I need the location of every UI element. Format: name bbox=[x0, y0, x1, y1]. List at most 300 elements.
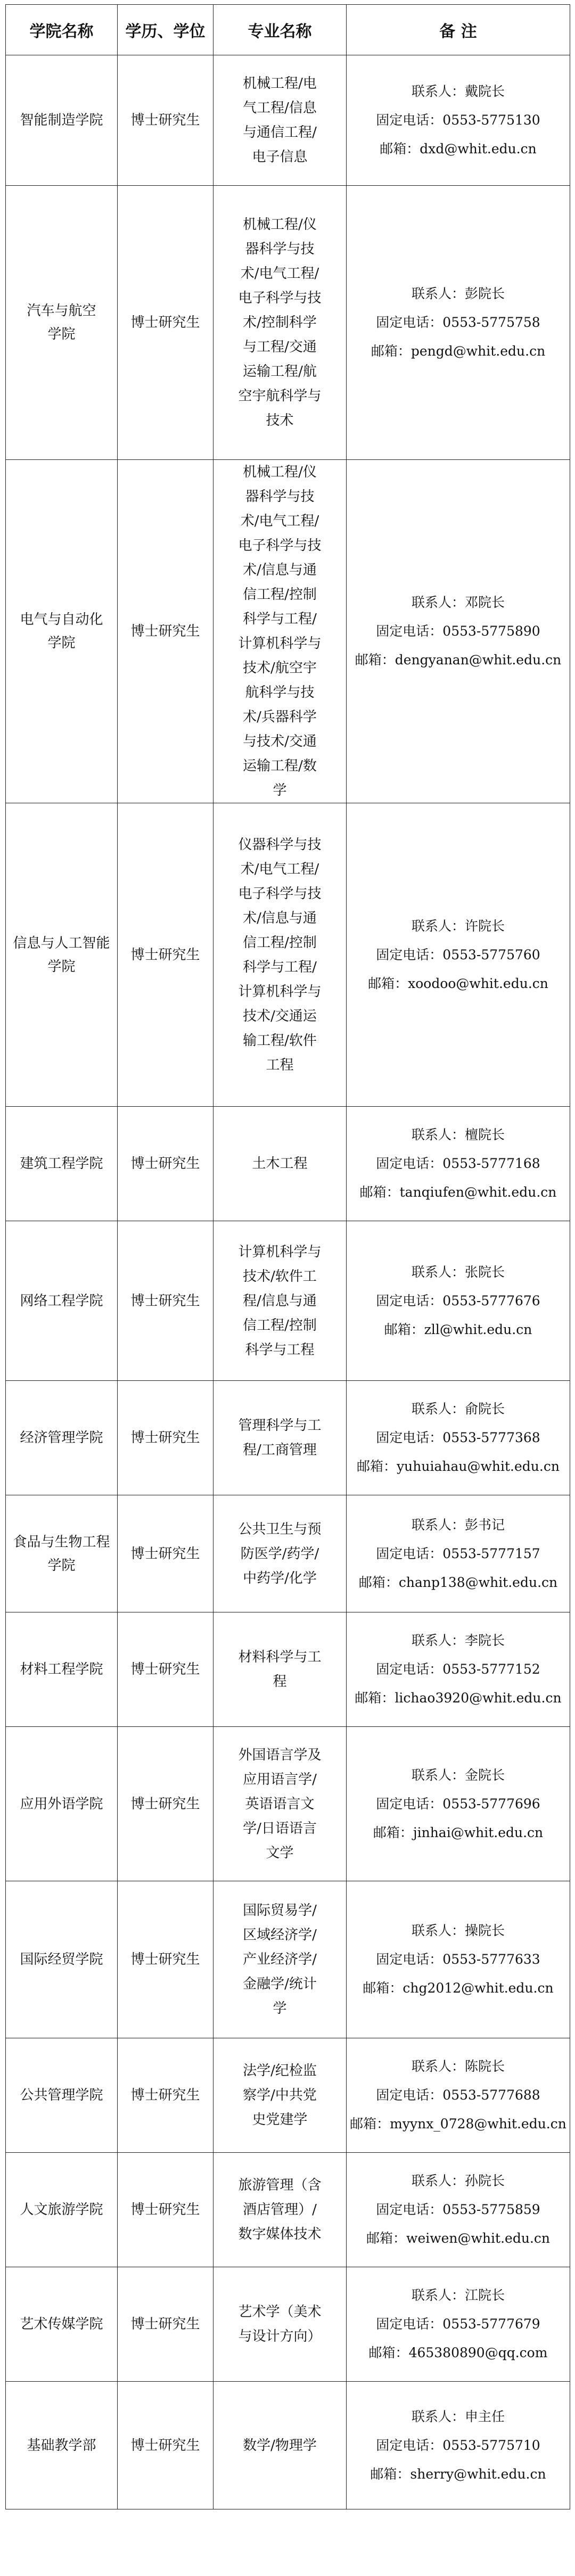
major-line: 电子科学与技 bbox=[238, 538, 322, 554]
degree-cell: 博士研究生 bbox=[118, 1881, 213, 2038]
email-line-label: 邮箱： bbox=[357, 1459, 397, 1474]
note-cell bbox=[347, 803, 570, 1107]
contact-line-label: 联系人： bbox=[411, 2287, 465, 2303]
phone-line-value: 0553-5775859 bbox=[442, 2202, 540, 2217]
contact-line bbox=[347, 1395, 570, 1423]
major-line: 程/工商管理 bbox=[243, 1442, 317, 1458]
recruitment-table bbox=[5, 4, 570, 2509]
major-line: 产业经济学/ bbox=[243, 1952, 317, 1968]
major-line: 术/兵器科学 bbox=[243, 709, 317, 725]
note-cell bbox=[347, 2153, 570, 2267]
major-line: 中药学/化学 bbox=[243, 1570, 317, 1586]
contact-line-value: 檀院长 bbox=[465, 1127, 505, 1142]
phone-line-label: 固定电话： bbox=[376, 2437, 443, 2453]
major-cell bbox=[213, 2038, 347, 2153]
degree-cell: 博士研究生 bbox=[118, 1495, 213, 1612]
degree-cell: 博士研究生 bbox=[118, 803, 213, 1107]
note-cell bbox=[347, 460, 570, 803]
phone-line bbox=[347, 1655, 570, 1684]
table-row bbox=[6, 1881, 570, 2038]
major-line: 输工程/软件 bbox=[243, 1032, 317, 1049]
major-line: 史党建学 bbox=[252, 2112, 308, 2128]
contact-line-label: 联系人： bbox=[411, 1517, 465, 1533]
major-line: 术/电气工程/ bbox=[240, 513, 319, 529]
college-cell bbox=[6, 2038, 118, 2153]
major-cell bbox=[213, 1107, 347, 1221]
table-row bbox=[6, 2382, 570, 2509]
major-cell bbox=[213, 2153, 347, 2267]
major-line: 信工程/控制 bbox=[243, 934, 317, 951]
phone-line-value: 0553-5777633 bbox=[442, 1952, 540, 1967]
phone-line bbox=[347, 617, 570, 646]
email-line-label: 邮箱： bbox=[368, 2345, 409, 2360]
degree-cell: 博士研究生 bbox=[118, 1107, 213, 1221]
note-cell bbox=[347, 2382, 570, 2509]
major-line: 术/电气工程/ bbox=[240, 266, 319, 282]
college-name-line: 学院 bbox=[47, 1557, 76, 1574]
major-cell bbox=[213, 803, 347, 1107]
college-cell bbox=[6, 1612, 118, 1727]
phone-line-value: 0553-5777368 bbox=[442, 1430, 540, 1445]
college-name-line: 网络工程学院 bbox=[20, 1293, 103, 1309]
college-name-line: 学院 bbox=[47, 958, 76, 975]
major-line: 术/电气工程/ bbox=[240, 861, 319, 877]
major-cell bbox=[213, 1612, 347, 1727]
major-line: 空宇航科学与 bbox=[238, 388, 322, 404]
degree-cell: 博士研究生 bbox=[118, 1612, 213, 1727]
email-line-label: 邮箱： bbox=[358, 1574, 399, 1590]
contact-line bbox=[347, 1761, 570, 1790]
major-line: 信工程/控制 bbox=[243, 1317, 317, 1334]
email-line bbox=[347, 969, 570, 998]
email-line-value: jinhai@whit.edu.cn bbox=[413, 1824, 544, 1840]
phone-line bbox=[347, 2310, 570, 2339]
degree-cell: 博士研究生 bbox=[118, 55, 213, 186]
major-cell bbox=[213, 55, 347, 186]
major-cell bbox=[213, 2382, 347, 2509]
contact-line bbox=[347, 1626, 570, 1655]
college-name-line: 应用外语学院 bbox=[20, 1796, 103, 1812]
college-cell bbox=[6, 186, 118, 460]
phone-line-value: 0553-5775130 bbox=[442, 112, 540, 128]
table-row bbox=[6, 1495, 570, 1612]
note-cell bbox=[347, 2267, 570, 2382]
degree-cell: 博士研究生 bbox=[118, 186, 213, 460]
table-row bbox=[6, 803, 570, 1107]
contact-line-value: 张院长 bbox=[465, 1264, 505, 1280]
phone-line-label: 固定电话： bbox=[376, 1796, 443, 1812]
major-line: 防医学/药学/ bbox=[240, 1545, 319, 1562]
major-line: 与技术/交通 bbox=[243, 734, 317, 750]
email-line bbox=[347, 1178, 570, 1207]
contact-line-value: 邓院长 bbox=[465, 595, 505, 610]
email-line-value: zll@whit.edu.cn bbox=[424, 1321, 532, 1337]
college-name-line: 公共管理学院 bbox=[20, 2087, 103, 2103]
degree-cell: 博士研究生 bbox=[118, 1727, 213, 1881]
note-cell bbox=[347, 1221, 570, 1381]
email-line-label: 邮箱： bbox=[355, 1690, 395, 1706]
major-line: 术/信息与通 bbox=[243, 562, 317, 578]
major-line: 区域经济学/ bbox=[243, 1927, 317, 1943]
major-line: 与通信工程/ bbox=[243, 125, 317, 141]
college-name-line: 人文旅游学院 bbox=[20, 2202, 103, 2218]
major-line: 航科学与技 bbox=[245, 685, 315, 701]
college-name-line: 智能制造学院 bbox=[20, 112, 103, 128]
major-line: 程 bbox=[273, 1674, 287, 1690]
email-line bbox=[347, 2224, 570, 2253]
degree-cell: 博士研究生 bbox=[118, 2153, 213, 2267]
note-cell bbox=[347, 2038, 570, 2153]
college-cell bbox=[6, 55, 118, 186]
major-line: 术/信息与通 bbox=[243, 910, 317, 926]
major-line: 科学与工程/ bbox=[243, 611, 317, 627]
degree-cell: 博士研究生 bbox=[118, 2038, 213, 2153]
major-line: 文学 bbox=[266, 1845, 294, 1861]
phone-line-label: 固定电话： bbox=[376, 112, 443, 128]
college-cell bbox=[6, 803, 118, 1107]
major-line: 学 bbox=[273, 2001, 287, 2017]
email-line-value: dxd@whit.edu.cn bbox=[420, 141, 537, 157]
table-row bbox=[6, 460, 570, 803]
phone-line bbox=[347, 1149, 570, 1178]
contact-line bbox=[347, 2402, 570, 2431]
contact-line-label: 联系人： bbox=[411, 1264, 465, 1280]
contact-line bbox=[347, 1511, 570, 1540]
contact-line-label: 联系人： bbox=[411, 84, 465, 99]
table-row bbox=[6, 1107, 570, 1221]
degree-cell: 博士研究生 bbox=[118, 2382, 213, 2509]
degree-cell: 博士研究生 bbox=[118, 1221, 213, 1381]
email-line-label: 邮箱： bbox=[350, 2116, 390, 2131]
major-line: 气工程/信息 bbox=[243, 100, 317, 116]
major-line: 仪器科学与技 bbox=[238, 836, 322, 853]
note-cell bbox=[347, 186, 570, 460]
email-line bbox=[347, 2460, 570, 2489]
college-name-line: 艺术传媒学院 bbox=[20, 2316, 103, 2332]
college-name-line: 学院 bbox=[47, 635, 76, 651]
major-line: 术/控制科学 bbox=[243, 315, 317, 331]
degree-cell: 博士研究生 bbox=[118, 2267, 213, 2382]
phone-line-label: 固定电话： bbox=[376, 315, 443, 330]
major-line: 金融学/统计 bbox=[243, 1976, 317, 1992]
college-cell bbox=[6, 1381, 118, 1495]
contact-line-label: 联系人： bbox=[411, 2059, 465, 2074]
phone-line-value: 0553-5777676 bbox=[442, 1293, 540, 1308]
email-line bbox=[347, 337, 570, 366]
phone-line-value: 0553-5777157 bbox=[442, 1545, 540, 1561]
major-cell bbox=[213, 460, 347, 803]
phone-line-label: 固定电话： bbox=[376, 947, 443, 962]
contact-line bbox=[347, 2052, 570, 2081]
major-line: 计算机科学与 bbox=[238, 636, 322, 652]
major-line: 管理科学与工 bbox=[238, 1418, 322, 1434]
major-line: 计算机科学与 bbox=[238, 1244, 322, 1260]
major-line: 科学与工程/ bbox=[243, 959, 317, 975]
major-line: 外国语言学及 bbox=[238, 1747, 322, 1763]
major-line: 技术/软件工 bbox=[243, 1268, 317, 1285]
major-line: 程/信息与通 bbox=[243, 1293, 317, 1309]
header-college: 学院名称 bbox=[6, 5, 118, 55]
major-line: 机械工程/电 bbox=[243, 76, 317, 92]
major-line: 材料科学与工 bbox=[238, 1649, 322, 1665]
email-line-label: 邮箱： bbox=[366, 2231, 407, 2246]
note-cell bbox=[347, 1107, 570, 1221]
major-line: 器科学与技 bbox=[245, 489, 315, 505]
phone-line-value: 0553-5775890 bbox=[442, 623, 540, 639]
phone-line bbox=[347, 308, 570, 337]
college-name-line: 信息与人工智能 bbox=[13, 935, 110, 951]
major-cell bbox=[213, 1881, 347, 2038]
email-line bbox=[347, 2339, 570, 2367]
phone-line-label: 固定电话： bbox=[376, 623, 443, 639]
major-line: 技术/航空宇 bbox=[243, 660, 317, 676]
contact-line-label: 联系人： bbox=[411, 1401, 465, 1417]
major-line: 旅游管理（含 bbox=[238, 2177, 322, 2193]
major-cell bbox=[213, 1495, 347, 1612]
contact-line bbox=[347, 912, 570, 941]
major-line: 电子科学与技 bbox=[238, 885, 322, 902]
contact-line bbox=[347, 2281, 570, 2310]
table-row bbox=[6, 1612, 570, 1727]
email-line-label: 邮箱： bbox=[355, 652, 395, 668]
contact-line-value: 许院长 bbox=[465, 918, 505, 934]
major-line: 酒店管理）/ bbox=[243, 2202, 317, 2218]
email-line-value: weiwen@whit.edu.cn bbox=[406, 2231, 550, 2246]
email-line bbox=[347, 1974, 570, 2003]
email-line-value: dengyanan@whit.edu.cn bbox=[395, 652, 562, 668]
major-line: 运输工程/数 bbox=[243, 758, 317, 774]
header-degree: 学历、学位 bbox=[118, 5, 213, 55]
table-row bbox=[6, 186, 570, 460]
email-line-label: 邮箱： bbox=[359, 1184, 400, 1200]
phone-line-label: 固定电话： bbox=[376, 1430, 443, 1445]
major-line: 土木工程 bbox=[252, 1156, 308, 1172]
email-line-value: sherry@whit.edu.cn bbox=[410, 2466, 546, 2482]
major-line: 应用语言学/ bbox=[243, 1771, 317, 1788]
contact-line-label: 联系人： bbox=[411, 595, 465, 610]
degree-cell: 博士研究生 bbox=[118, 460, 213, 803]
college-name-line: 汽车与航空 bbox=[27, 303, 96, 319]
phone-line-value: 0553-5775760 bbox=[442, 947, 540, 962]
major-line: 艺术学（美术 bbox=[238, 2304, 322, 2320]
email-line-label: 邮箱： bbox=[370, 2466, 410, 2482]
contact-line bbox=[347, 1121, 570, 1149]
college-cell bbox=[6, 1107, 118, 1221]
email-line-value: tanqiufen@whit.edu.cn bbox=[399, 1184, 557, 1200]
major-line: 电子信息 bbox=[252, 149, 308, 165]
college-name-line: 基础教学部 bbox=[27, 2437, 96, 2454]
college-cell bbox=[6, 2382, 118, 2509]
contact-line-label: 联系人： bbox=[411, 918, 465, 934]
header-major: 专业名称 bbox=[213, 5, 347, 55]
major-line: 器科学与技 bbox=[245, 241, 315, 257]
phone-line bbox=[347, 1287, 570, 1315]
major-line: 国际贸易学/ bbox=[243, 1903, 317, 1919]
major-line: 与设计方向） bbox=[238, 2328, 322, 2344]
college-cell bbox=[6, 1881, 118, 2038]
college-cell bbox=[6, 460, 118, 803]
major-line: 机械工程/仪 bbox=[243, 217, 317, 233]
contact-line-label: 联系人： bbox=[411, 1127, 465, 1142]
phone-line bbox=[347, 1945, 570, 1974]
email-line-value: chanp138@whit.edu.cn bbox=[398, 1574, 558, 1590]
contact-line bbox=[347, 77, 570, 106]
header-note: 备 注 bbox=[347, 5, 570, 55]
contact-line-value: 彭院长 bbox=[465, 286, 505, 301]
college-name-line: 材料工程学院 bbox=[20, 1661, 103, 1677]
contact-line bbox=[347, 2167, 570, 2195]
email-line-label: 邮箱： bbox=[380, 141, 420, 157]
email-line bbox=[347, 1818, 570, 1847]
major-cell bbox=[213, 2267, 347, 2382]
phone-line-label: 固定电话： bbox=[376, 1293, 443, 1308]
college-cell bbox=[6, 1221, 118, 1381]
major-line: 数学/物理学 bbox=[243, 2437, 317, 2454]
email-line bbox=[347, 646, 570, 674]
major-line: 技术 bbox=[266, 413, 294, 429]
contact-line-value: 金院长 bbox=[465, 1767, 505, 1783]
phone-line bbox=[347, 1540, 570, 1568]
email-line-value: chg2012@whit.edu.cn bbox=[402, 1980, 554, 1996]
contact-line-value: 操院长 bbox=[465, 1923, 505, 1938]
email-line-label: 邮箱： bbox=[371, 343, 411, 359]
major-line: 学/日语语言 bbox=[243, 1820, 317, 1837]
major-line: 数字媒体技术 bbox=[238, 2226, 322, 2242]
phone-line-label: 固定电话： bbox=[376, 1952, 443, 1967]
email-line-label: 邮箱： bbox=[363, 1980, 403, 1996]
major-cell bbox=[213, 1727, 347, 1881]
contact-line-value: 彭书记 bbox=[465, 1517, 505, 1533]
table-row bbox=[6, 2038, 570, 2153]
note-cell bbox=[347, 1381, 570, 1495]
degree-cell: 博士研究生 bbox=[118, 1381, 213, 1495]
college-cell bbox=[6, 1727, 118, 1881]
contact-line-value: 俞院长 bbox=[465, 1401, 505, 1417]
email-line-label: 邮箱： bbox=[384, 1321, 424, 1337]
contact-line-value: 申主任 bbox=[465, 2408, 505, 2424]
major-line: 与工程/交通 bbox=[243, 339, 317, 355]
major-line: 计算机科学与 bbox=[238, 983, 322, 1000]
phone-line bbox=[347, 2081, 570, 2110]
table-row bbox=[6, 2267, 570, 2382]
email-line bbox=[347, 1684, 570, 1713]
phone-line-label: 固定电话： bbox=[376, 1661, 443, 1677]
email-line-value: yuhuiahau@whit.edu.cn bbox=[397, 1459, 560, 1474]
phone-line-label: 固定电话： bbox=[376, 2316, 443, 2332]
major-line: 法学/纪检监 bbox=[243, 2063, 317, 2079]
phone-line-value: 0553-5775710 bbox=[442, 2437, 540, 2453]
phone-line-value: 0553-5775758 bbox=[442, 315, 540, 330]
contact-line-label: 联系人： bbox=[411, 1767, 465, 1783]
major-line: 科学与工程 bbox=[245, 1342, 315, 1358]
email-line bbox=[347, 1452, 570, 1481]
contact-line-label: 联系人： bbox=[411, 2408, 465, 2424]
major-line: 公共卫生与预 bbox=[238, 1521, 322, 1537]
major-line: 英语语言文 bbox=[245, 1796, 315, 1812]
email-line bbox=[347, 1315, 570, 1344]
table-row bbox=[6, 1381, 570, 1495]
note-cell bbox=[347, 55, 570, 186]
email-line-value: lichao3920@whit.edu.cn bbox=[395, 1690, 562, 1706]
phone-line bbox=[347, 2195, 570, 2224]
contact-line bbox=[347, 279, 570, 308]
note-cell bbox=[347, 1612, 570, 1727]
phone-line-value: 0553-5777696 bbox=[442, 1796, 540, 1812]
contact-line-value: 孙院长 bbox=[465, 2173, 505, 2188]
phone-line-label: 固定电话： bbox=[376, 2202, 443, 2217]
major-cell bbox=[213, 186, 347, 460]
table-header-row bbox=[6, 5, 570, 55]
major-cell bbox=[213, 1381, 347, 1495]
contact-line-value: 江院长 bbox=[465, 2287, 505, 2303]
phone-line-label: 固定电话： bbox=[376, 1545, 443, 1561]
contact-line-label: 联系人： bbox=[411, 1923, 465, 1938]
phone-line bbox=[347, 941, 570, 969]
note-cell bbox=[347, 1881, 570, 2038]
phone-line-value: 0553-5777152 bbox=[442, 1661, 540, 1677]
contact-line-label: 联系人： bbox=[411, 1633, 465, 1648]
table-row bbox=[6, 55, 570, 186]
college-name-line: 国际经贸学院 bbox=[20, 1952, 103, 1968]
college-cell bbox=[6, 1495, 118, 1612]
email-line-label: 邮箱： bbox=[368, 975, 408, 991]
note-cell bbox=[347, 1495, 570, 1612]
email-line bbox=[347, 1568, 570, 1597]
email-line-value: 465380890@qq.com bbox=[408, 2345, 548, 2360]
major-line: 运输工程/航 bbox=[243, 364, 317, 380]
table-body bbox=[6, 55, 570, 2509]
phone-line bbox=[347, 2431, 570, 2460]
contact-line-value: 陈院长 bbox=[465, 2059, 505, 2074]
major-line: 学 bbox=[273, 783, 287, 799]
major-line: 工程 bbox=[266, 1057, 294, 1073]
major-line: 电子科学与技 bbox=[238, 290, 322, 306]
college-name-line: 建筑工程学院 bbox=[20, 1156, 103, 1172]
college-cell bbox=[6, 2153, 118, 2267]
contact-line-value: 戴院长 bbox=[465, 84, 505, 99]
contact-line-label: 联系人： bbox=[411, 2173, 465, 2188]
major-line: 察学/中共党 bbox=[243, 2087, 317, 2103]
phone-line-label: 固定电话： bbox=[376, 1156, 443, 1171]
contact-line bbox=[347, 1258, 570, 1287]
table-row bbox=[6, 1727, 570, 1881]
email-line bbox=[347, 135, 570, 163]
phone-line-label: 固定电话： bbox=[376, 2087, 443, 2103]
phone-line bbox=[347, 1423, 570, 1452]
college-name-line: 经济管理学院 bbox=[20, 1430, 103, 1446]
contact-line-label: 联系人： bbox=[411, 286, 465, 301]
contact-line bbox=[347, 1916, 570, 1945]
college-name-line: 食品与生物工程 bbox=[13, 1534, 110, 1550]
email-line-value: pengd@whit.edu.cn bbox=[410, 343, 546, 359]
contact-line bbox=[347, 588, 570, 617]
email-line-label: 邮箱： bbox=[373, 1824, 413, 1840]
phone-line bbox=[347, 1790, 570, 1818]
major-cell bbox=[213, 1221, 347, 1381]
phone-line bbox=[347, 106, 570, 135]
major-line: 技术/交通运 bbox=[243, 1008, 317, 1024]
college-cell bbox=[6, 2267, 118, 2382]
major-line: 机械工程/仪 bbox=[243, 464, 317, 480]
table-row bbox=[6, 1221, 570, 1381]
college-name-line: 电气与自动化 bbox=[20, 612, 103, 628]
email-line bbox=[347, 2110, 570, 2138]
table-row bbox=[6, 2153, 570, 2267]
phone-line-value: 0553-5777168 bbox=[442, 1156, 540, 1171]
email-line-value: xoodoo@whit.edu.cn bbox=[408, 975, 548, 991]
phone-line-value: 0553-5777679 bbox=[442, 2316, 540, 2332]
email-line-value: myynx_0728@whit.edu.cn bbox=[390, 2116, 566, 2131]
